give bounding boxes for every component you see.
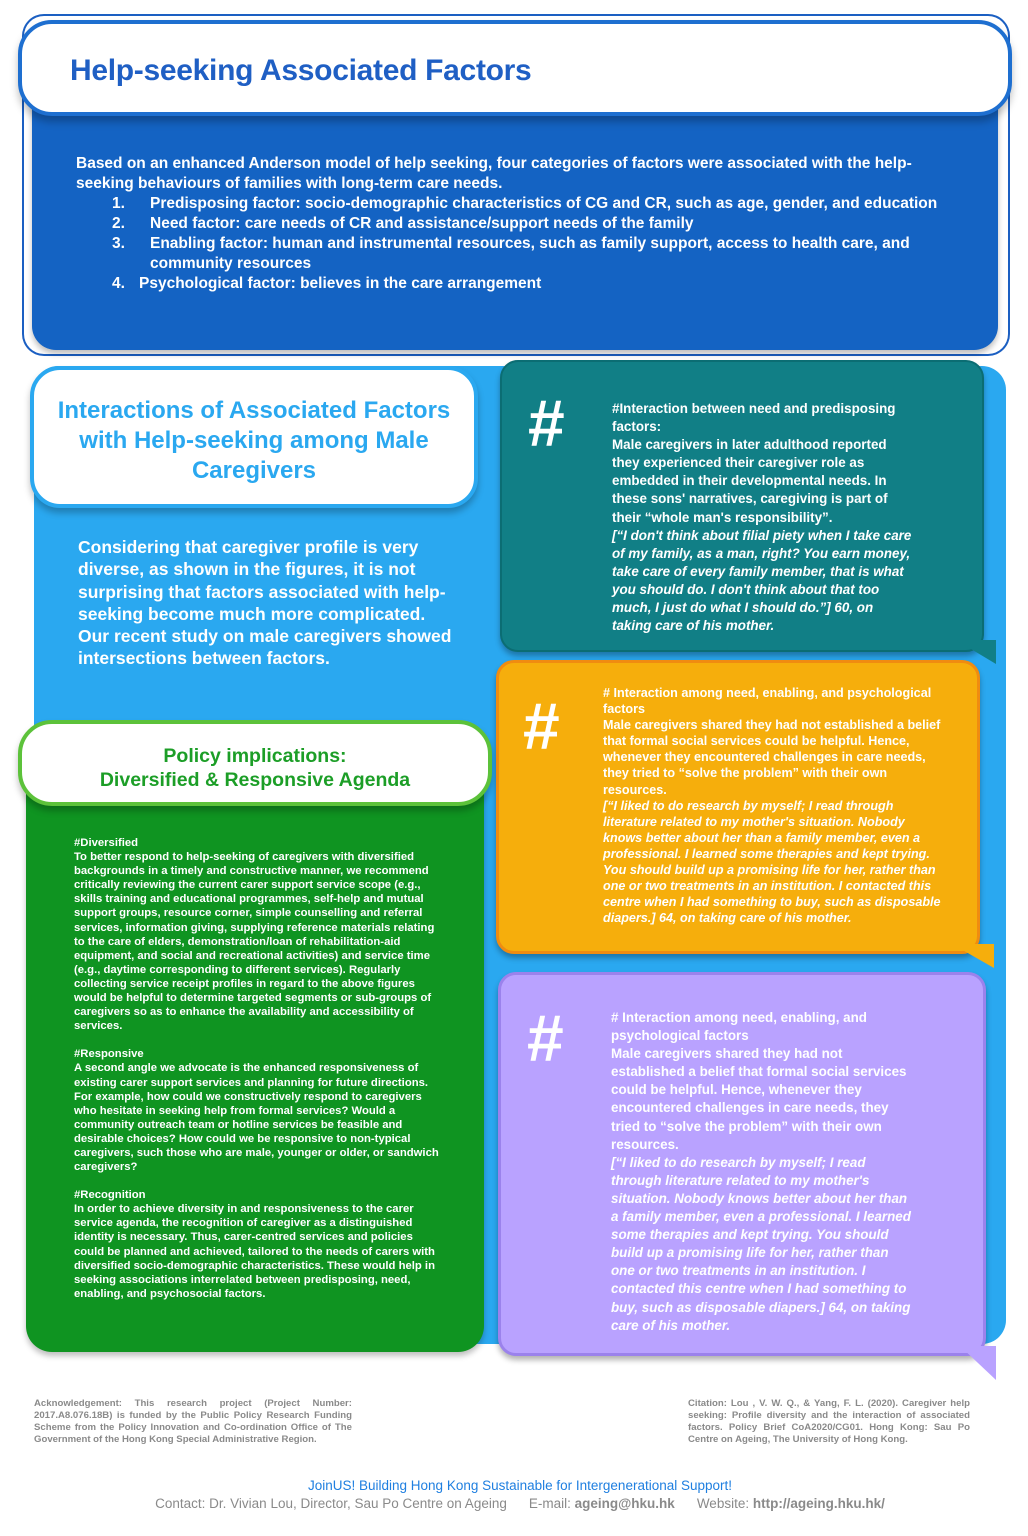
list-item: 1. Predisposing factor: socio-demographic characteristics of CG and CR, such as age, gender, and education [112,195,938,212]
website-label: Website: [696,1496,753,1511]
bubble-body: Male caregivers shared they had not established a belief that formal social services could be helpful. Hence, whenever they encountered challenges in care needs, they tried to “solve the problem” with their own resources. [603,718,941,797]
intro-text [76,154,956,294]
bubble-tail [952,944,994,968]
policy-section-responsive [74,1047,446,1174]
policy-title-box [18,720,492,806]
section-heading: #Responsive [74,1048,144,1061]
bubble-quote: [“I liked to do research by myself; I read through literature related to my mother's situation. Nobody knows better about her than a family member, even a professional. I learned some therapies and kept trying. You should build up a promising life for her, rather than one or two treatments in an institution. I contacted this centre when I had something to buy, such as disposable diapers.] 64, on taking care of his mother. [603,798,941,926]
bubble-text [603,685,943,926]
hash-icon: # [527,1001,564,1075]
section-heading: #Diversified [74,837,139,849]
page-title: Help-seeking Associated Factors [70,54,532,87]
section-heading: #Recognition [74,1189,146,1202]
quote-bubble-orange [496,660,980,954]
bubble-heading: # Interaction among need, enabling, and psychological factors [603,686,932,717]
interactions-title: Interactions of Associated Factors with Help-seeking among Male Caregivers [57,397,451,484]
hash-icon: # [523,689,560,763]
contact-label: Contact: Dr. Vivian Lou, Director, Sau Po Centre on Ageing [155,1496,507,1511]
policy-section-diversified [74,836,446,1033]
policy-section-recognition [74,1188,446,1301]
quote-bubble-lavender [498,972,986,1356]
list-item: 2. Need factor: care needs of CR and assistance/support needs of the family [112,215,694,232]
page-title-box [18,20,1012,116]
bubble-body: Male caregivers in later adulthood reported they experienced their caregiver role as embedded in their developmental needs. In these sons' narratives, caregiving is part of their “whole man's responsibility”. [612,437,888,525]
intro-lead: Based on an enhanced Anderson model of help seeking, four categories of factors were associated with the help-seeking behaviours of families with long-term care needs. [76,155,912,192]
bubble-body: Male caregivers shared they had not established a belief that formal social services could be helpful. Hence, whenever they encountered challenges in care needs, they tried to “solve the problem” with their own resources. [611,1046,907,1152]
bubble-heading: # Interaction among need, enabling, and psychological factors [611,1010,867,1044]
join-us-slogan: JoinUS! Building Hong Kong Sustainable for Intergenerational Support! [307,1478,733,1493]
bubble-tail [960,1346,996,1380]
bubble-text [612,400,912,635]
policy-title [22,744,488,792]
section-text: In order to achieve diversity in and responsiveness to the carer service agenda, the recognition of caregiver as a distinguished identity is necessary. Thus, carer-centred services and policies could be planned and achieved, tailored to the needs of carers with diversified socio-demographic characteristics. These would help in seeking associations interrelated between predisposing, need, enabling, and psychosocial factors. [74,1203,435,1300]
policy-title-line2: Diversified & Responsive Agenda [99,769,411,791]
quote-bubble-teal [500,360,984,652]
bubble-text [611,1009,911,1335]
citation: Citation: Lou , V. W. Q., & Yang, F. L. (2020). Caregiver help seeking: Profile diversity and the interaction of associated factors. Policy Brief CoA2020/CG01. Hong Kong: Sau Po Centre on Ageing, The University of Hong Kong. [688,1398,970,1445]
acknowledgement: Acknowledgement: This research project (Project Number: 2017.A8.076.18B) is funded by the Public Policy Research Funding Scheme from the Policy Innovation and Co-ordination Office of The Government of the Hong Kong Special Administrative Region. [34,1398,352,1445]
section-text: A second angle we advocate is the enhanced responsiveness of existing carer support services and planning for future directions. For example, how could we constructively respond to caregivers who hesitate in seeking help from formal services? Would a community outreach team or hotline services be feasible and desirable choices? How could we be responsive to non-typical caregivers, such those who are male, younger or older, or sandwich caregivers? [74,1062,439,1174]
website-link[interactable]: http://ageing.hku.hk/ [752,1496,885,1511]
bubble-quote: [“I liked to do research by myself; I read through literature related to my mother's situation. Nobody knows better about her than a family member, even a professional. I learned some therapies and kept trying. You should build up a promising life for her, rather than one or two treatments in an institution. I contacted this centre when I had something to buy, such as disposable diapers.] 64, on taking care of his mother. [611,1154,911,1333]
intro-panel [32,100,998,350]
list-item: 4. Psychological factor: believes in the care arrangement [112,275,542,292]
list-item: 3. Enabling factor: human and instrumental resources, such as family support, access to health care, and community resources [112,235,910,272]
policy-panel [26,790,484,1352]
interactions-body: Considering that caregiver profile is very diverse, as shown in the figures, it is not surprising that factors associated with help-seeking become much more complicated. Our recent study on male caregivers showed intersections between factors. [78,537,452,669]
interactions-title-box [30,366,478,508]
email-link[interactable]: ageing@hku.hk [574,1496,675,1511]
section-text: To better respond to help-seeking of caregivers with diversified backgrounds in a timely and constructive manner, we recommend critically reviewing the current carer support service scope (e.g., skills training and educational programmes, self-help and mutual support groups, resource corner, simple counselling and referral services, information giving, supplying reference materials relating to the care of elders, demonstration/loan of rehabilitation-aid equipment, and social and recreational activities) and service time (e.g., daytime corresponding to different services). Regularly collecting service receipt profiles in regard to the above figures would be helpful to determine targeted segments or sub-groups of caregivers so as to enhance the availability and accessibility of services. [74,851,435,1033]
factor-list [76,194,956,294]
hash-icon: # [528,386,565,460]
bubble-quote: [“I don't think about filial piety when I take care of my family, as a man, right? You earn money, take care of every family member, that is what you should do. I don't think about that too much, I just do what I should do.”] 60, on taking care of his mother. [612,527,912,634]
policy-title-line1: Policy implications: [163,745,347,767]
policy-text [74,836,446,1315]
contact-line [0,1496,1028,1511]
email-label: E-mail: [528,1496,575,1511]
bubble-heading: #Interaction between need and predisposing factors: [612,401,896,435]
